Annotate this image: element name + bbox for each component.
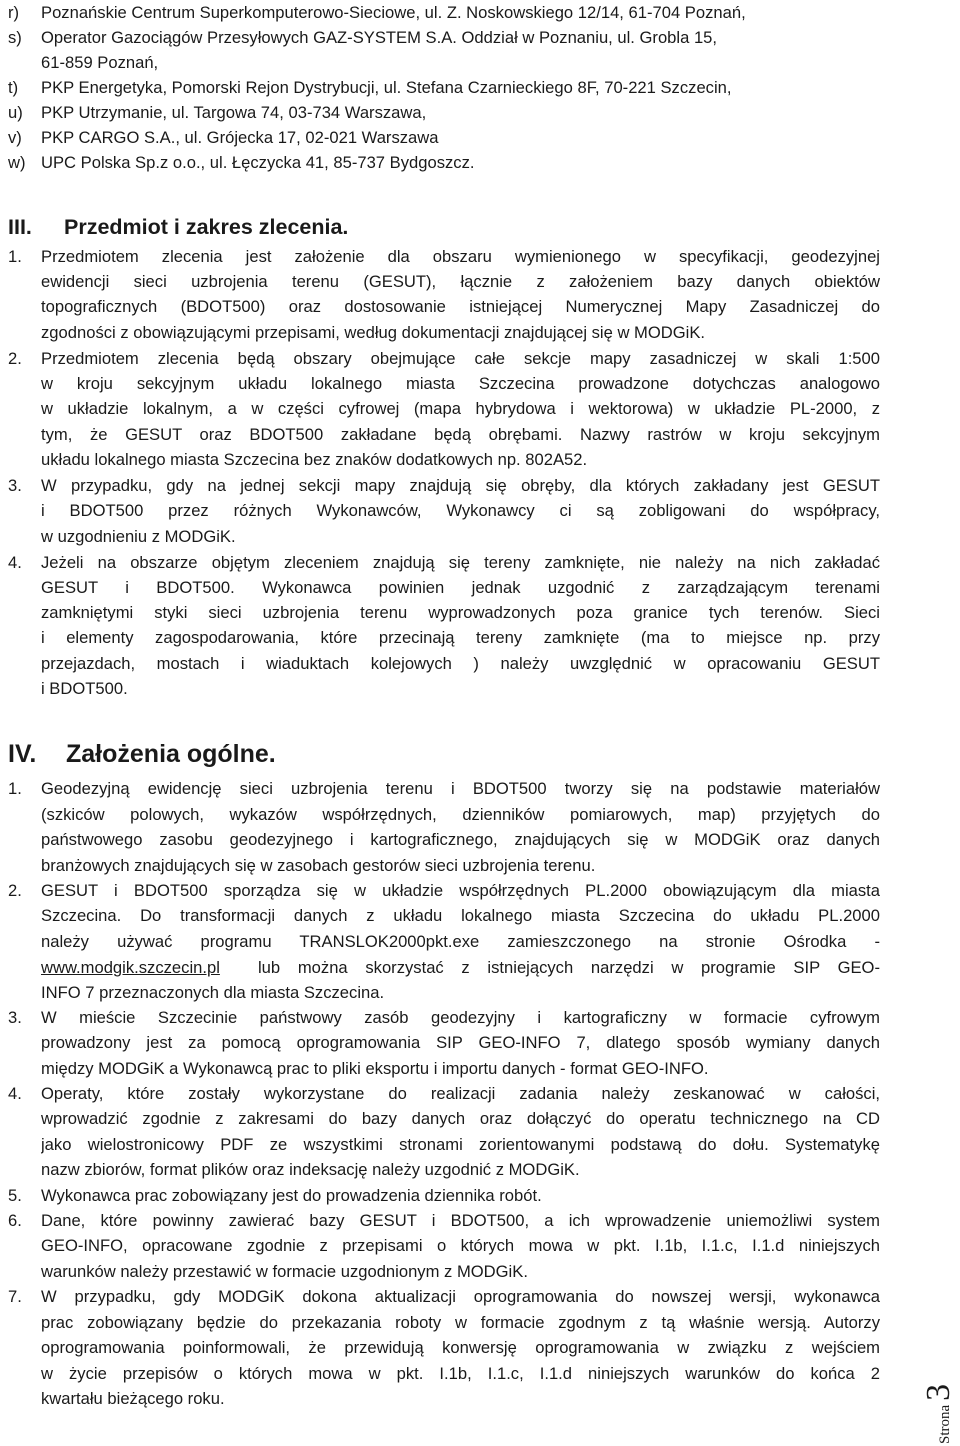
paragraph-line: układu lokalnego miasta Szczecina bez znaków dodatkowych np. 802A52. bbox=[41, 450, 588, 469]
list-marker: 4. bbox=[8, 553, 22, 572]
page-footer bbox=[920, 1352, 956, 1444]
address-text: PKP Energetyka, Pomorski Rejon Dystrybucji, ul. Stefana Czarnieckiego 8F, 70-221 Szczecin, bbox=[41, 78, 732, 97]
paragraph-line: lub można skorzystać z istniejących narzędzi w programie SIP GEO- bbox=[258, 958, 880, 977]
list-marker: u) bbox=[8, 103, 23, 122]
address-text: Poznańskie Centrum Superkomputerowo-Sieciowe, ul. Z. Noskowskiego 12/14, 61-704 Poznań, bbox=[41, 3, 746, 22]
list-marker: t) bbox=[8, 78, 19, 97]
paragraph-line: zgodności z obowiązującymi przepisami, według dokumentacji znajdującej się w MODGiK. bbox=[41, 323, 706, 342]
paragraph-line: INFO 7 przeznaczonych dla miasta Szczecina. bbox=[41, 983, 385, 1002]
paragraph-line: Przedmiotem zlecenia będą obszary obejmujące całe sekcje mapy zasadniczej w skali 1:500 bbox=[41, 349, 880, 368]
section-title: Założenia ogólne. bbox=[66, 740, 276, 768]
paragraph-line: Jeżeli na obszarze objętym zleceniem znajdują się tereny zamknięte, nie należy na nich zakładać bbox=[41, 553, 880, 572]
paragraph-line: ewidencji sieci uzbrojenia terenu (GESUT), łącznie z założeniem bazy danych obiektów bbox=[41, 272, 880, 291]
paragraph-line: w uzgodnieniu z MODGiK. bbox=[41, 527, 236, 546]
address-text: PKP CARGO S.A., ul. Grójecka 17, 02-021 Warszawa bbox=[41, 128, 439, 147]
paragraph-line: W przypadku, gdy MODGiK dokona aktualizacji oprogramowania do nowszej wersji, wykonawca bbox=[41, 1287, 880, 1306]
list-marker: w) bbox=[8, 153, 26, 172]
paragraph-line: warunków należy przestawić w formacie uzgodnionym z MODGiK. bbox=[41, 1262, 528, 1281]
page-label: Strona bbox=[937, 1404, 953, 1444]
paragraph-line: należy używać programu TRANSLOK2000pkt.exe zamieszczonego na stronie Ośrodka - bbox=[41, 932, 880, 951]
paragraph-line: GEO-INFO, opracowane zgodnie z przepisami o których mowa w pkt. I.1b, I.1.c, I.1.d niniejszych bbox=[41, 1236, 880, 1255]
list-marker: r) bbox=[8, 3, 20, 22]
paragraph-line: między MODGiK a Wykonawcą prac to pliki eksportu i importu danych - format GEO-INFO. bbox=[41, 1059, 709, 1078]
list-marker: 6. bbox=[8, 1211, 22, 1230]
paragraph-line: w kroju sekcyjnym układu lokalnego miasta Szczecina prowadzone dotychczas analogowo bbox=[41, 374, 880, 393]
list-marker: 2. bbox=[8, 349, 22, 368]
paragraph-line: tym, że GESUT oraz BDOT500 zakładane będą obrębami. Nazwy rastrów w kroju sekcyjnym bbox=[41, 425, 880, 444]
paragraph-line: W przypadku, gdy na jednej sekcji mapy znajdują się obręby, dla których zakładany jest GESUT bbox=[41, 476, 880, 495]
paragraph-line: Przedmiotem zlecenia jest założenie dla obszaru wymienionego w specyfikacji, geodezyjnej bbox=[41, 247, 880, 266]
paragraph-line: Wykonawca prac zobowiązany jest do prowadzenia dziennika robót. bbox=[41, 1186, 542, 1205]
section-number: III. bbox=[8, 215, 32, 239]
paragraph-line: GESUT i BDOT500. Wykonawca powinien jednak uzgodnić z zarządzającym terenami bbox=[41, 578, 880, 597]
paragraph-line: GESUT i BDOT500 sporządza się w układzie współrzędnych PL.2000 obowiązującym dla miasta bbox=[41, 881, 880, 900]
website-link-text[interactable]: www.modgik.szczecin.pl bbox=[41, 958, 220, 977]
list-marker: 1. bbox=[8, 779, 22, 798]
paragraph-line: i BDOT500. bbox=[41, 679, 128, 698]
list-marker: 5. bbox=[8, 1186, 22, 1205]
paragraph-line: i elementy zagospodarowania, które przecinają tereny zamknięte (ma to miejsce np. przy bbox=[41, 628, 880, 647]
paragraph-line: Dane, które powinny zawierać bazy GESUT i BDOT500, a ich wprowadzenie uniemożliwi system bbox=[41, 1211, 880, 1230]
paragraph-line: topograficznych (BDOT500) oraz dostosowanie istniejącej Numerycznej Mapy Zasadniczej do bbox=[41, 297, 880, 316]
paragraph-line: branżowych znajdujących się w zasobach gestorów sieci uzbrojenia terenu. bbox=[41, 856, 596, 875]
paragraph-line: Geodezyjną ewidencję sieci uzbrojenia terenu i BDOT500 tworzy się na podstawie materiałów bbox=[41, 779, 880, 798]
list-marker: 7. bbox=[8, 1287, 22, 1306]
paragraph-line: Szczecina. Do transformacji danych z układu lokalnego miasta Szczecina do układu PL.2000 bbox=[41, 906, 880, 925]
paragraph-line: w życie przepisów o których mowa w pkt. I.1b, I.1.c, I.1.d niniejszych warunków do końca 2 bbox=[41, 1364, 880, 1383]
list-marker: 1. bbox=[8, 247, 22, 266]
paragraph-line: prac zobowiązany będzie do przekazania roboty w formacie zgodnym z tą właśnie wersją. Autorzy bbox=[41, 1313, 880, 1332]
address-text: Operator Gazociągów Przesyłowych GAZ-SYSTEM S.A. Oddział w Poznaniu, ul. Grobla 15, bbox=[41, 28, 718, 47]
paragraph-line: wprowadzić zgodnie z zakresami do bazy danych oraz dołączyć do operatu technicznego na CD bbox=[41, 1109, 880, 1128]
list-marker: s) bbox=[8, 28, 22, 47]
paragraph-line: (szkiców polowych, wykazów współrzędnych, dzienników pomiarowych, map) przyjętych do bbox=[41, 805, 880, 824]
address-text: UPC Polska Sp.z o.o., ul. Łęczycka 41, 85-737 Bydgoszcz. bbox=[41, 153, 475, 172]
list-marker: 3. bbox=[8, 1008, 22, 1027]
address-text: PKP Utrzymanie, ul. Targowa 74, 03-734 Warszawa, bbox=[41, 103, 427, 122]
paragraph-line: W mieście Szczecinie państwowy zasób geodezyjny i kartograficzny w formacie cyfrowym bbox=[41, 1008, 880, 1027]
paragraph-line: i BDOT500 przez różnych Wykonawców, Wykonawcy ci są zobligowani do współpracy, bbox=[41, 501, 880, 520]
website-link[interactable] bbox=[41, 955, 220, 981]
paragraph-line: przejazdach, mostach i wiaduktach kolejowych ) należy uwzględnić w opracowaniu GESUT bbox=[41, 654, 880, 673]
paragraph-line: oprogramowania poinformowali, że przewidują konwersję oprogramowania w związku z wejściem bbox=[41, 1338, 880, 1357]
paragraph-line: nazw zbiorów, format plików oraz indeksację należy uzgodnić z MODGiK. bbox=[41, 1160, 580, 1179]
paragraph-line: w układzie lokalnym, a w części cyfrowej (mapa hybrydowa i wektorowa) w układzie PL-2000, z bbox=[41, 399, 880, 418]
list-marker: 2. bbox=[8, 881, 22, 900]
paragraph-line: Operaty, które zostały wykorzystane do realizacji zadania należy zeskanować w całości, bbox=[41, 1084, 880, 1103]
address-text: 61-859 Poznań, bbox=[41, 53, 159, 72]
paragraph-line: kwartału bieżącego roku. bbox=[41, 1389, 225, 1408]
paragraph-line: państwowego zasobu geodezyjnego i kartograficznego, znajdujących się w MODGiK oraz danych bbox=[41, 830, 880, 849]
paragraph-line: jako wielostronicowy PDF ze wszystkimi stronami zorientowanymi podstawą do dołu. Systematykę bbox=[41, 1135, 880, 1154]
paragraph-line: zamkniętymi styki sieci uzbrojenia terenu wyprowadzonych poza granice tych terenów. Sieci bbox=[41, 603, 880, 622]
page-number: 3 bbox=[920, 1383, 957, 1401]
list-marker: 4. bbox=[8, 1084, 22, 1103]
section-number: IV. bbox=[8, 740, 37, 768]
list-marker: v) bbox=[8, 128, 22, 147]
section-title: Przedmiot i zakres zlecenia. bbox=[64, 215, 349, 239]
list-marker: 3. bbox=[8, 476, 22, 495]
paragraph-line: prowadzony jest za pomocą oprogramowania SIP GEO-INFO 7, dlatego sposób wymiany danych bbox=[41, 1033, 880, 1052]
